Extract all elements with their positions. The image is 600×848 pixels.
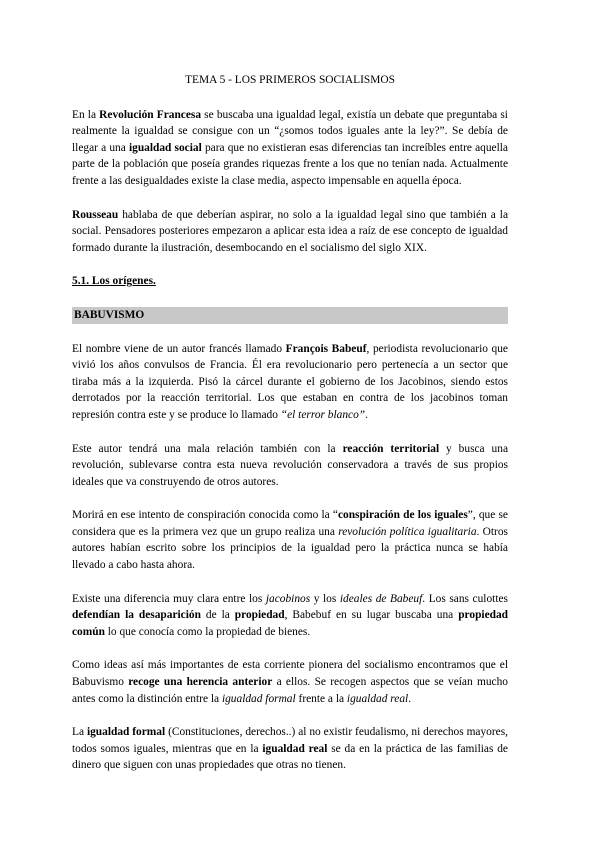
text-run: En la [72,108,100,121]
italic-term-igualdad-real: igualdad real [346,692,409,705]
text-run: lo que conocía como la propiedad de bienes. [104,625,311,638]
paragraph-revolucion-francesa [72,107,508,190]
text-run: . [365,408,369,421]
paragraph-igualdad-formal [72,724,508,774]
paragraph-rousseau [72,207,508,257]
text-run: Este autor tendrá una mala relación también con la [72,442,343,455]
text-run: Morirá en ese intento de conspiración conocida como la “ [72,509,338,522]
bold-term-igualdad-social: igualdad social [128,141,202,154]
paragraph-jacobinos [72,591,508,641]
document-title: TEMA 5 - LOS PRIMEROS SOCIALISMOS [185,74,395,86]
text-run: . [408,692,412,705]
text-run: Existe una diferencia muy clara entre los [72,592,266,605]
text-run: hablaba de que deberían aspirar, no solo a la igualdad legal sino que también a la social. Pensadores posteriores empezaron a aplicar esta idea a raíz de ese concepto de igualdad formado durante la ilustración, desembocando en el socialismo del siglo XIX. [72,208,508,254]
text-run: . Los sans culottes [422,592,508,605]
text-run: La [72,726,87,739]
italic-term-igualdad-formal: igualdad formal [221,692,296,705]
text-run: frente a la [295,692,347,705]
bold-term-babeuf: François Babeuf [285,342,367,355]
bold-term-revolucion-francesa: Revolución Francesa [99,108,202,121]
text-run: se da en la práctica de las familias de dinero que siguen con unas propiedades que otras no tienen. [72,742,508,772]
bold-term-igualdad-formal: igualdad formal [86,726,166,739]
paragraph-babeuf [72,341,508,424]
bold-term-reaccion-territorial: reacción territorial [342,442,440,455]
bold-term-herencia-anterior: recoge una herencia anterior [128,676,273,689]
bold-term-desaparicion: defendían la desaparición [72,609,201,622]
text-run: a ellos. Se recogen aspectos que se veían mucho antes como la distinción entre la [72,676,508,705]
italic-term-revolucion-politica: revolución política igualitaria [338,525,477,538]
text-run: El nombre viene de un autor francés llamado [72,342,286,355]
italic-term-jacobinos: jacobinos [265,592,311,605]
paragraph-herencia [72,657,508,707]
text-run: para que no existieran esas diferencias tan increíbles entre aquella parte de la población que poseía grandes riquezas frente a los que no tenían nada. Actualmente frente a las desigualdades existe la clase media, aspecto impensable en aquella época. [72,141,508,187]
bold-term-propiedad: propiedad [234,609,285,622]
bold-term-igualdad-real: igualdad real [262,742,328,755]
text-run: y los [310,592,340,605]
text-run: se buscaba una igualdad legal, existía un debate que preguntaba si realmente la igualdad se consigue con un “¿somos todos iguales ante la ley?”. Se debía de llegar a una [72,108,508,154]
bold-term-propiedad-comun: propiedad común [72,609,508,638]
text-run: y busca una revolución, sublevarse contra esta nueva revolución conservadora a través de sus propios ideales que va construyendo de otros autores. [72,442,509,488]
bold-term-rousseau: Rousseau [72,208,119,221]
section-heading: 5.1. Los orígenes. [72,275,156,288]
band-heading-babuvismo: BABUVISMO [72,307,508,324]
paragraph-reaccion-territorial [72,441,508,491]
text-run: (Constituciones, derechos..) al no existir feudalismo, ni derechos mayores, todos somos iguales, mientras que en la [72,726,508,755]
text-run: Como ideas así más importantes de esta corriente pionera del socialismo encontramos que el Babuvismo [72,659,508,689]
text-run: . Otros autores habían escrito sobre los principios de la igualdad pero la práctica nunca se había llevado a cabo hasta ahora. [72,525,508,572]
text-run: de la [200,609,235,622]
text-run: , periodista revolucionario que vivió los años convulsos de Francia. Él era revolucionario pero pertenecía a un sector que tiraba más a la izquierda. Pisó la cárcel durante el gobierno de los Jacobinos, siendo estos derrotados por la reacción territorial. Los que estaban en contra de los jacobinos toman represión contra este y se produce lo llamado [72,342,508,421]
bold-term-conspiracion: conspiración de los iguales [337,509,468,522]
text-run: , Babebuf en su lugar buscaba una [284,609,459,622]
italic-term-ideales-babeuf: ideales de Babeuf [339,592,423,605]
text-run: ”, que se considera que es la primera vez que un grupo realiza una [72,509,508,538]
italic-term-terror-blanco: “el terror blanco” [280,408,366,421]
paragraph-conspiracion [72,507,508,573]
